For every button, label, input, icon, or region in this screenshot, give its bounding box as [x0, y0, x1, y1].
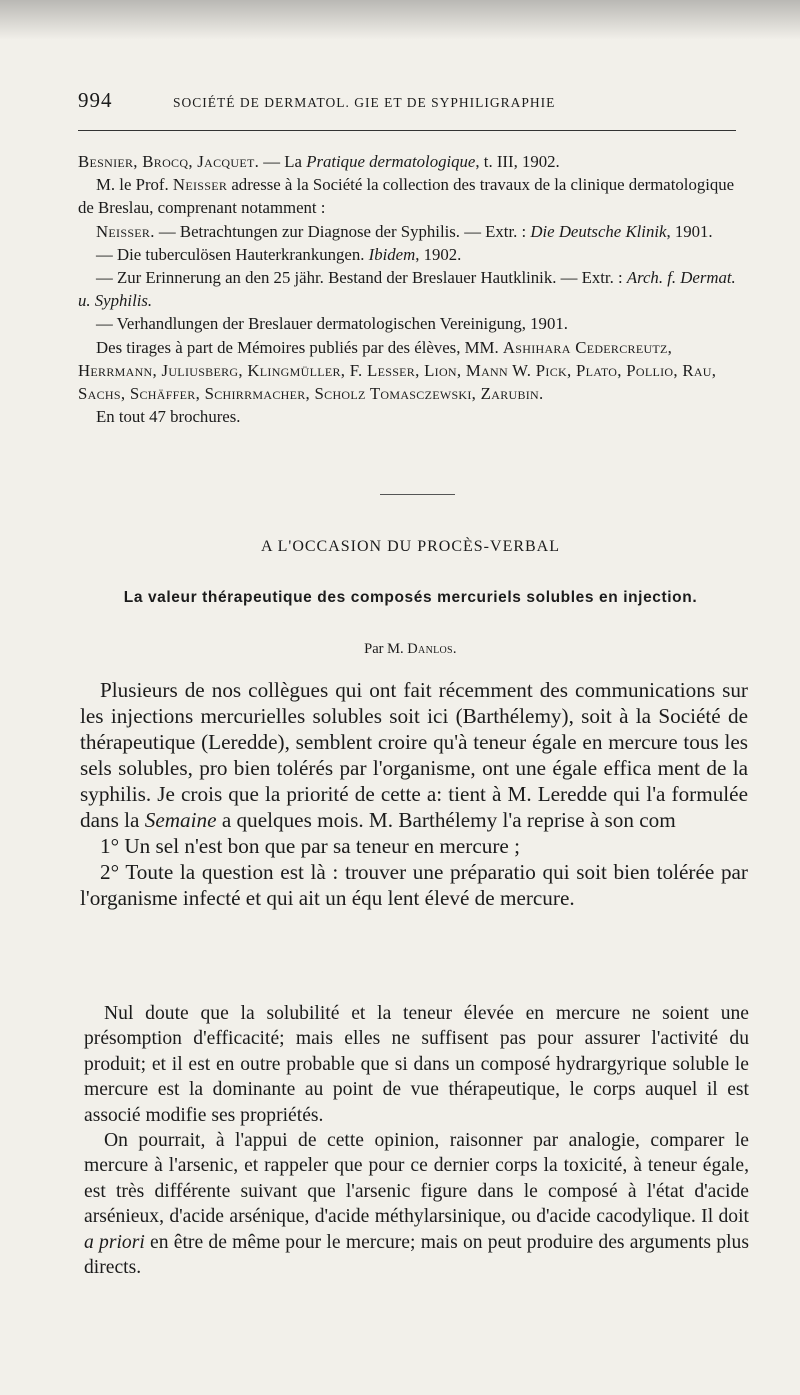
- donation-line: [78, 220, 743, 243]
- text-run: adresse à la Société la collection des travaux de la clinique dermatologique de Breslau, comprenant notamment :: [78, 175, 735, 218]
- emphasis: a priori: [84, 1231, 145, 1253]
- paragraph: Nul doute que la solubilité et la teneur élevée en mercure ne soient une présomption d'efficacité; mais elles ne suffisent pas pour assurer l'activité du produit; et il est en outre probable que si dans un composé hydrargyrique soluble le mercure est la dominante au point de vue thérapeutique, le corps auquel il est associé modifie ses propriétés.: [84, 1003, 749, 1126]
- text-run: — Die tuberculösen Hauterkrankungen.: [96, 244, 369, 264]
- list-item: 1° Un sel n'est bon que par sa teneur en mercure ;: [100, 834, 521, 858]
- text-run: Par M.: [364, 641, 408, 657]
- page-header: [78, 88, 738, 118]
- donation-line: [78, 150, 743, 173]
- page-number: 994: [78, 88, 113, 112]
- work-title: Ibidem: [368, 244, 416, 264]
- running-head: SOCIÉTÉ DE DERMATOL. GIE ET DE SYPHILIGRAPHIE: [173, 95, 556, 110]
- author-name: Danlos.: [407, 641, 457, 657]
- text-run: , 1902.: [415, 244, 462, 264]
- author-names: Ashihara Cedercreutz, Herrmann, Juliusberg, Klingmüller, F. Lesser, Lion, Mann W. Pick, Plato, Pollio, Rau, Sachs, Schäffer, Schirrmacher, Scholz Tomasczewski, Zarubin.: [78, 337, 717, 404]
- text-run: Des tirages à part de Mémoires publiés par des élèves, MM.: [96, 337, 503, 357]
- journal-title: Semaine: [144, 808, 217, 832]
- list-item: 2° Toute la question est là : trouver une préparatio qui soit bien tolérée par l'organisme infecté et qui ait un équ lent élevé de mercure.: [80, 860, 748, 910]
- text-run: , t. III, 1902.: [475, 152, 560, 171]
- donation-line: [78, 173, 743, 219]
- donations-block: [78, 150, 743, 428]
- donation-line: En tout 47 brochures.: [96, 407, 241, 427]
- paragraph: [84, 1128, 749, 1280]
- text-run: — Betrachtungen zur Diagnose der Syphilis. — Extr. :: [154, 221, 531, 241]
- work-title: Arch. f. Dermat. u. Syphilis.: [78, 268, 736, 311]
- text-run: On pourrait, à l'appui de cette opinion, raisonner par analogie, comparer le mercure à l'arsenic, et rappeler que pour ce dernier corps la toxicité, à teneur égale, est très différente suivant que l'arsenic figure dans le composé à l'état d'acide arsénieux, d'acide arsénique, d'acide méthylarsinique, ou d'acide cacodylique. Il doit: [84, 1130, 749, 1228]
- article-title: La valeur thérapeutique des composés mercuriels solubles en injection.: [123, 589, 698, 606]
- byline: [78, 641, 743, 658]
- donation-line: — Verhandlungen der Breslauer dermatologischen Vereinigung, 1901.: [96, 314, 568, 334]
- article-body-lower: [84, 1001, 749, 1280]
- donation-line: [78, 243, 743, 266]
- author-name: Neisser.: [96, 221, 155, 241]
- header-rule: [78, 130, 736, 131]
- text-run: a quelques mois. M. Barthélemy l'a reprise à son com: [216, 808, 676, 832]
- donation-line: [78, 336, 743, 406]
- text-run: , 1901.: [666, 221, 713, 241]
- author-names: Besnier, Brocq, Jacquet.: [78, 152, 260, 171]
- author-name: Neisser: [172, 175, 228, 195]
- paragraph: [80, 677, 748, 833]
- donation-line: [78, 266, 743, 312]
- article-body-upper: [80, 677, 748, 911]
- work-title: Die Deutsche Klinik: [530, 221, 667, 241]
- work-title: Pratique dermatologique: [306, 152, 476, 171]
- section-divider: [380, 494, 455, 495]
- scan-edge-shading: [0, 0, 800, 40]
- text-run: M. le Prof.: [96, 175, 173, 195]
- text-run: — La: [259, 152, 307, 171]
- text-run: Plusieurs de nos collègues qui ont fait récemment des communications sur les injections mercurielles solubles soit ici (Barthélemy), soit à la Société de thérapeutique (Leredde), semblent croire qu'à teneur égale en mercure tous les sels solubles, pro bien tolérés par l'organisme, ont une égale effica ment de la syphilis. Je crois que la priorité de cette a: tient à M. Leredde qui l'a formulée dans la: [80, 678, 748, 832]
- text-run: en être de même pour le mercure; mais on peut produire des arguments plus directs.: [84, 1231, 749, 1279]
- text-run: — Zur Erinnerung an den 25 jähr. Bestand der Breslauer Hautklinik. — Extr. :: [96, 268, 627, 288]
- section-title: A L'OCCASION DU PROCÈS-VERBAL: [260, 538, 561, 555]
